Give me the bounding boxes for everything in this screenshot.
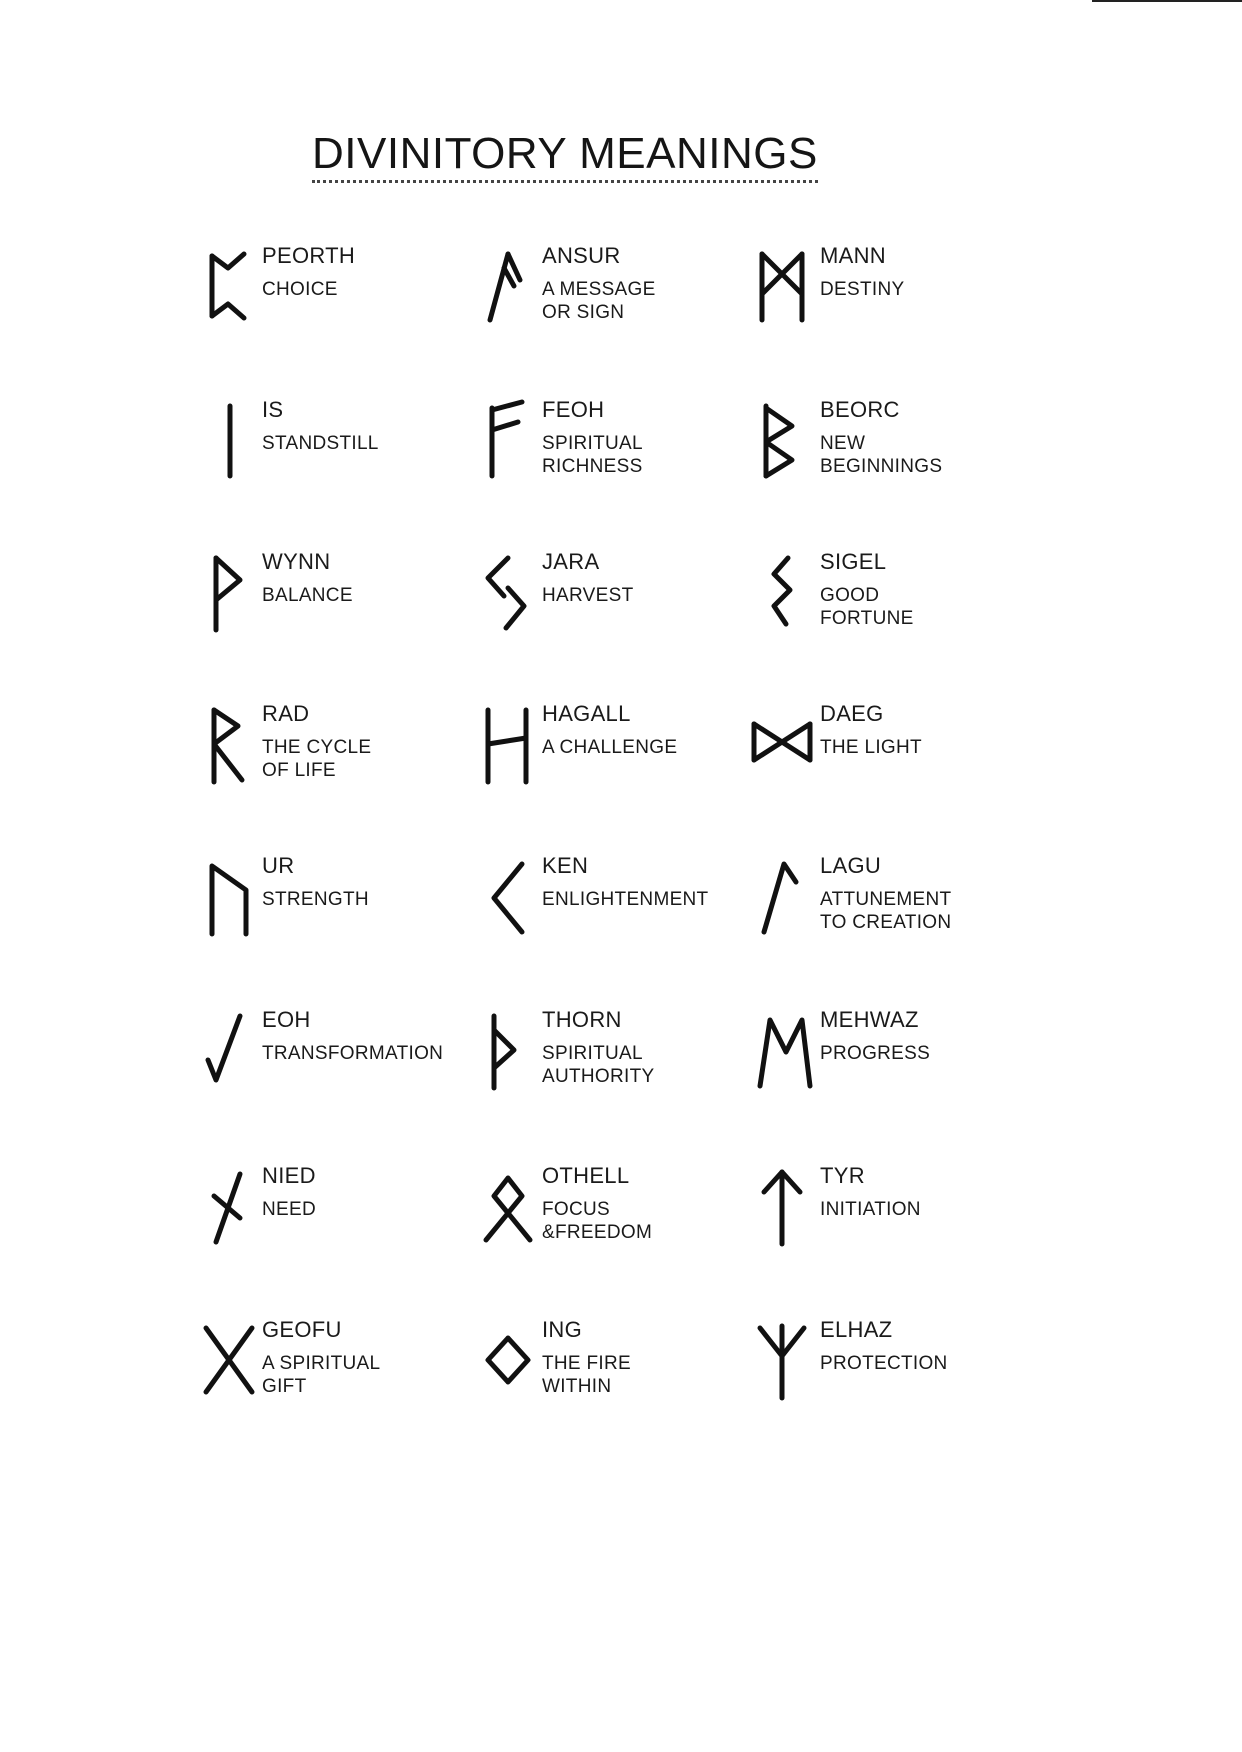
- rune-meaning: [820, 278, 904, 302]
- is-rune-icon: [200, 400, 260, 484]
- rune-meaning-line: PROGRESS: [820, 1042, 931, 1064]
- rune-meaning: [542, 1198, 652, 1246]
- rune-meaning: [542, 736, 677, 760]
- rune-label: [542, 852, 708, 911]
- rune-label: [542, 1316, 631, 1399]
- rune-meaning-line: ATTUNEMENT: [820, 888, 952, 910]
- eoh-rune-icon: [200, 1010, 260, 1094]
- rune-meaning-line: STRENGTH: [262, 888, 369, 910]
- rune-label: [262, 1316, 380, 1399]
- ing-rune-icon: [478, 1320, 538, 1404]
- rune-name: ING: [542, 1317, 583, 1342]
- rune-meaning-line: A CHALLENGE: [542, 736, 678, 758]
- rune-meaning-line: FOCUS: [542, 1198, 610, 1220]
- rune-meaning-line: RICHNESS: [542, 456, 643, 478]
- rune-meaning-line: DESTINY: [820, 278, 905, 300]
- rune-meaning-line: HARVEST: [542, 584, 634, 606]
- mehwaz-rune-icon: [752, 1010, 812, 1094]
- rune-meaning-line: BALANCE: [262, 584, 353, 606]
- rune-label: [820, 1162, 921, 1221]
- thorn-rune-icon: [478, 1010, 538, 1094]
- rune-name: THORN: [542, 1007, 622, 1032]
- rune-meaning: [542, 1352, 631, 1400]
- rune-meaning-line: NEED: [262, 1198, 316, 1220]
- rune-meaning-line: NEW: [820, 432, 866, 454]
- rune-name: ELHAZ: [820, 1317, 893, 1342]
- rune-name: DAEG: [820, 701, 884, 726]
- wynn-rune-icon: [200, 552, 260, 636]
- rune-meaning: [542, 278, 656, 326]
- rune-label: [820, 700, 922, 759]
- rune-meaning-line: CHOICE: [262, 278, 338, 300]
- rune-meaning-line: STANDSTILL: [262, 432, 379, 454]
- rune-label: [262, 1162, 316, 1221]
- rune-meaning-line: GIFT: [262, 1376, 307, 1398]
- rune-meaning-line: THE FIRE: [542, 1352, 631, 1374]
- jara-rune-icon: [478, 552, 538, 636]
- rune-name: JARA: [542, 549, 600, 574]
- othell-rune-icon: [478, 1166, 538, 1250]
- tyr-rune-icon: [752, 1166, 812, 1250]
- rune-name: BEORC: [820, 397, 900, 422]
- rune-meaning-line: PROTECTION: [820, 1352, 948, 1374]
- rune-name: LAGU: [820, 853, 882, 878]
- rune-label: [262, 852, 369, 911]
- rune-label: [820, 548, 914, 631]
- rune-meaning-line: SPIRITUAL: [542, 432, 643, 454]
- rune-label: [262, 396, 379, 455]
- rune-meaning: [820, 432, 942, 480]
- rune-meaning: [820, 736, 922, 760]
- rune-meaning-line: TO CREATION: [820, 912, 952, 934]
- rune-meaning: [542, 432, 643, 480]
- rune-label: [262, 1006, 443, 1065]
- rune-label: [262, 700, 371, 783]
- rune-meaning-line: FORTUNE: [820, 608, 914, 630]
- rune-name: EOH: [262, 1007, 311, 1032]
- rune-name: FEOH: [542, 397, 605, 422]
- rune-meaning-line: ENLIGHTENMENT: [542, 888, 709, 910]
- rune-meaning: [542, 888, 708, 912]
- rune-meaning: [820, 1042, 930, 1066]
- mann-rune-icon: [752, 246, 812, 330]
- rune-meaning: [262, 432, 379, 456]
- rune-meaning: [262, 1042, 443, 1066]
- rune-label: [542, 242, 656, 325]
- feoh-rune-icon: [478, 400, 538, 484]
- rune-meaning-line: GOOD: [820, 584, 880, 606]
- rune-meaning: [262, 1198, 316, 1222]
- nied-rune-icon: [200, 1166, 260, 1250]
- geofu-rune-icon: [200, 1320, 260, 1404]
- rune-name: PEORTH: [262, 243, 356, 268]
- rune-meaning-line: BEGINNINGS: [820, 456, 943, 478]
- rune-name: MEHWAZ: [820, 1007, 919, 1032]
- rune-meaning: [820, 1352, 948, 1376]
- rune-meaning: [820, 1198, 921, 1222]
- ken-rune-icon: [478, 856, 538, 940]
- daeg-rune-icon: [752, 704, 812, 788]
- rune-meaning-line: SPIRITUAL: [542, 1042, 643, 1064]
- rune-name: KEN: [542, 853, 589, 878]
- rune-meaning-line: WITHIN: [542, 1376, 612, 1398]
- rune-meaning-line: AUTHORITY: [542, 1066, 655, 1088]
- rune-name: NIED: [262, 1163, 316, 1188]
- rune-label: [542, 548, 634, 607]
- ansur-rune-icon: [478, 246, 538, 330]
- rune-meaning-line: INITIATION: [820, 1198, 921, 1220]
- lagu-rune-icon: [752, 856, 812, 940]
- rune-label: [542, 1162, 652, 1245]
- rune-label: [820, 1316, 948, 1375]
- rune-name: HAGALL: [542, 701, 631, 726]
- rune-name: MANN: [820, 243, 886, 268]
- rune-label: [542, 396, 643, 479]
- rune-meaning-line: OF LIFE: [262, 760, 336, 782]
- rune-meaning-line: TRANSFORMATION: [262, 1042, 444, 1064]
- rune-meaning-line: THE LIGHT: [820, 736, 922, 758]
- ur-rune-icon: [200, 856, 260, 940]
- rune-meaning: [262, 736, 371, 784]
- rune-name: GEOFU: [262, 1317, 342, 1342]
- rune-meaning-line: &FREEDOM: [542, 1222, 653, 1244]
- rune-meaning: [820, 584, 914, 632]
- rad-rune-icon: [200, 704, 260, 788]
- rune-name: ANSUR: [542, 243, 621, 268]
- rune-name: OTHELL: [542, 1163, 630, 1188]
- rune-meaning-line: THE CYCLE: [262, 736, 372, 758]
- rune-label: [820, 1006, 930, 1065]
- rune-label: [820, 242, 904, 301]
- rune-meaning: [542, 1042, 654, 1090]
- rune-label: [262, 242, 355, 301]
- rune-meaning: [262, 888, 369, 912]
- rune-meaning-line: A SPIRITUAL: [262, 1352, 381, 1374]
- rune-meaning: [262, 278, 355, 302]
- rune-name: RAD: [262, 701, 310, 726]
- rune-name: UR: [262, 853, 295, 878]
- rune-meaning: [262, 584, 353, 608]
- rune-label: [820, 852, 951, 935]
- rune-name: TYR: [820, 1163, 865, 1188]
- rune-name: WYNN: [262, 549, 331, 574]
- rune-meaning: [820, 888, 951, 936]
- peorth-rune-icon: [200, 246, 260, 330]
- page-title: DIVINITORY MEANINGS: [312, 130, 818, 183]
- rune-name: SIGEL: [820, 549, 887, 574]
- rune-meaning: [542, 584, 634, 608]
- scan-edge-line: [1092, 0, 1242, 2]
- rune-label: [542, 700, 677, 759]
- rune-meaning-line: A MESSAGE: [542, 278, 656, 300]
- sigel-rune-icon: [752, 552, 812, 636]
- beorc-rune-icon: [752, 400, 812, 484]
- rune-label: [542, 1006, 654, 1089]
- rune-label: [262, 548, 353, 607]
- hagall-rune-icon: [478, 704, 538, 788]
- elhaz-rune-icon: [752, 1320, 812, 1404]
- rune-name: IS: [262, 397, 284, 422]
- rune-meaning-line: OR SIGN: [542, 302, 625, 324]
- rune-meaning: [262, 1352, 380, 1400]
- rune-label: [820, 396, 942, 479]
